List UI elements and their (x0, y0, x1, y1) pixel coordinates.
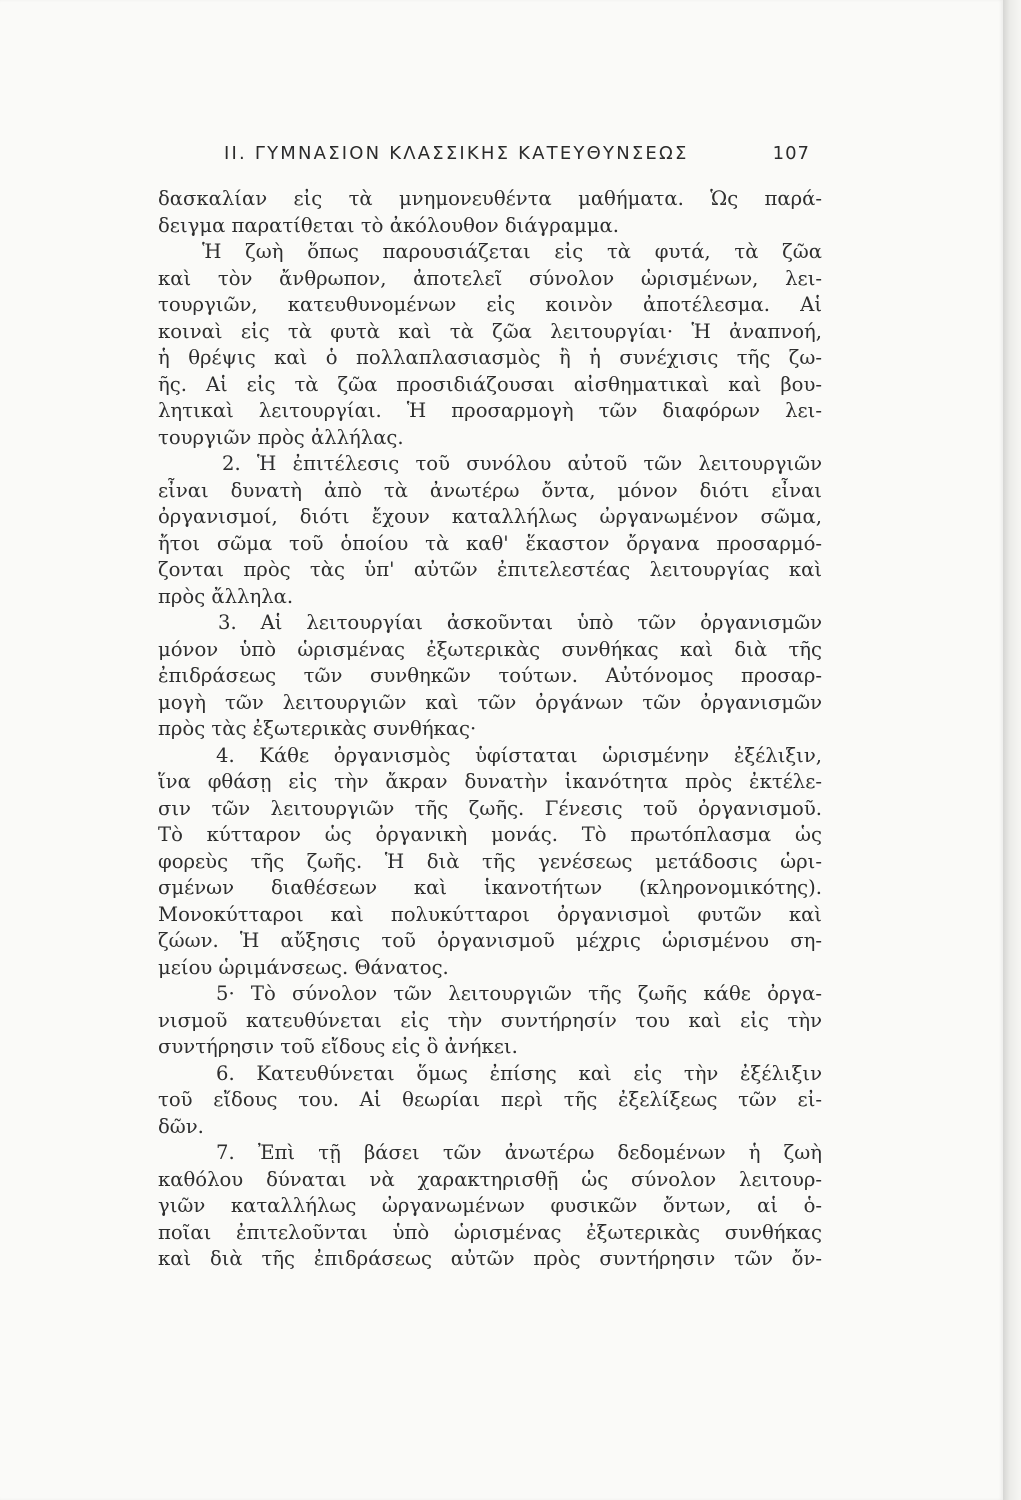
text-line: Ἡ ζωὴ ὅπως παρουσιάζεται εἰς τὰ φυτά, τὰ ζῶα (202, 240, 822, 263)
text-line: σιν τῶν λειτουργιῶν τῆς ζωῆς. Γένεσις τοῦ ὀργανισμοῦ. (158, 796, 822, 820)
text-line: γιῶν καταλλήλως ὠργανωμένων φυσικῶν ὄντων, αἱ ὁ- (158, 1194, 822, 1217)
chapter-title: ΙΙ. ΓΥΜΝΑΣΙΟΝ ΚΛΑΣΣΙΚΗΣ ΚΑΤΕΥΘΥΝΣΕΩΣ (224, 143, 689, 164)
text-line: ἐπιδράσεως τῶν συνθηκῶν τούτων. Αὐτόνομος προσαρ- (158, 664, 822, 687)
body-text (158, 186, 822, 1273)
text-line: ζονται πρὸς τὰς ὑπ' αὐτῶν ἐπιτελεστέας λειτουργίας καὶ (158, 558, 822, 581)
page-edge (1003, 0, 1021, 1500)
text-line: μογὴ τῶν λειτουργιῶν καὶ τῶν ὀργάνων τῶν ὀργανισμῶν (158, 690, 822, 714)
text-line: καθόλου δύναται νὰ χαρακτηρισθῇ ὡς σύνολον λειτουρ- (158, 1167, 822, 1191)
text-line: ῆς. Αἱ εἰς τὰ ζῶα προσιδιάζουσαι αἰσθηματικαὶ καὶ βου- (158, 372, 822, 396)
text-line: δῶν. (158, 1114, 204, 1138)
text-line: νισμοῦ κατευθύνεται εἰς τὴν συντήρησίν του καὶ εἰς τὴν (158, 1008, 822, 1032)
text-line: πρὸς ἄλληλα. (158, 584, 294, 608)
text-line: ἵνα φθάσῃ εἰς τὴν ἄκραν δυνατὴν ἱκανότητα πρὸς ἐκτέλε- (158, 770, 822, 793)
text-line: Μονοκύτταροι καὶ πολυκύτταροι ὀργανισμοὶ φυτῶν καὶ (158, 902, 822, 926)
text-line: πρὸς τὰς ἐξωτερικὰς συνθήκας· (158, 717, 477, 740)
text-line: λητικαὶ λειτουργίαι. Ἡ προσαρμογὴ τῶν διαφόρων λει- (158, 399, 822, 422)
text-line: 5· Τὸ σύνολον τῶν λειτουργιῶν τῆς ζωῆς κάθε ὀργα- (216, 982, 822, 1005)
text-line: τουργιῶν, κατευθυνομένων εἰς κοινὸν ἀποτέλεσμα. Αἱ (158, 293, 822, 316)
page-number: 107 (772, 143, 810, 164)
text-line: 6. Κατευθύνεται ὅμως ἐπίσης καὶ εἰς τὴν ἐξέλιξιν (216, 1061, 822, 1085)
text-line: φορεὺς τῆς ζωῆς. Ἡ διὰ τῆς γενέσεως μετάδοσις ὡρι- (158, 849, 822, 873)
text-line: 4. Κάθε ὀργανισμὸς ὑφίσταται ὡρισμένην ἐξέλιξιν, (216, 743, 822, 767)
text-line: ὀργανισμοί, διότι ἔχουν καταλλήλως ὠργανωμένον σῶμα, (158, 505, 822, 528)
running-head (224, 143, 824, 171)
text-line: ποῖαι ἐπιτελοῦνται ὑπὸ ὡρισμένας ἐξωτερικὰς συνθήκας (158, 1220, 822, 1244)
text-line: δασκαλίαν εἰς τὰ μνημονευθέντα μαθήματα. Ὡς παρά- (158, 187, 822, 210)
text-line: κοιναὶ εἰς τὰ φυτὰ καὶ τὰ ζῶα λειτουργίαι· Ἡ ἀναπνοή, (158, 319, 822, 343)
text-line: καὶ τὸν ἄνθρωπον, ἀποτελεῖ σύνολον ὡρισμένων, λει- (158, 266, 822, 290)
text-line: σμένων διαθέσεων καὶ ἱκανοτήτων (κληρονομικότης). (158, 876, 822, 899)
text-line: 3. Αἱ λειτουργίαι ἀσκοῦνται ὑπὸ τῶν ὀργανισμῶν (218, 611, 822, 634)
text-line: ἤτοι σῶμα τοῦ ὁποίου τὰ καθ' ἕκαστον ὄργανα προσαρμό- (158, 531, 822, 555)
text-line: ζώων. Ἡ αὔξησις τοῦ ὀργανισμοῦ μέχρις ὡρισμένου ση- (158, 929, 822, 952)
text-line: 2. Ἡ ἐπιτέλεσις τοῦ συνόλου αὐτοῦ τῶν λειτουργιῶν (222, 452, 822, 475)
text-line: 7. Ἐπὶ τῇ βάσει τῶν ἀνωτέρω δεδομένων ἡ ζωὴ (216, 1141, 822, 1164)
text-line: εἶναι δυνατὴ ἀπὸ τὰ ἀνωτέρω ὄντα, μόνον διότι εἶναι (158, 478, 822, 502)
text-line: τουργιῶν πρὸς ἀλλήλας. (158, 425, 404, 449)
text-line: τοῦ εἴδους του. Αἱ θεωρίαι περὶ τῆς ἐξελίξεως τῶν εἰ- (158, 1088, 822, 1111)
text-line: μόνον ὑπὸ ὡρισμένας ἐξωτερικὰς συνθήκας καὶ διὰ τῆς (158, 637, 822, 661)
text-line: συντήρησιν τοῦ εἴδους εἰς ὃ ἀνήκει. (158, 1035, 518, 1058)
text-line: ἡ θρέψις καὶ ὁ πολλαπλασιασμὸς ἢ ἡ συνέχισις τῆς ζω- (158, 346, 822, 369)
text-line: Τὸ κύτταρον ὡς ὀργανικὴ μονάς. Τὸ πρωτόπλασμα ὡς (158, 823, 822, 846)
text-line: μείου ὡριμάνσεως. Θάνατος. (158, 955, 449, 979)
text-line: δειγμα παρατίθεται τὸ ἀκόλουθον διάγραμμα. (158, 213, 619, 237)
text-line: καὶ διὰ τῆς ἐπιδράσεως αὐτῶν πρὸς συντήρησιν τῶν ὄν- (158, 1247, 822, 1270)
